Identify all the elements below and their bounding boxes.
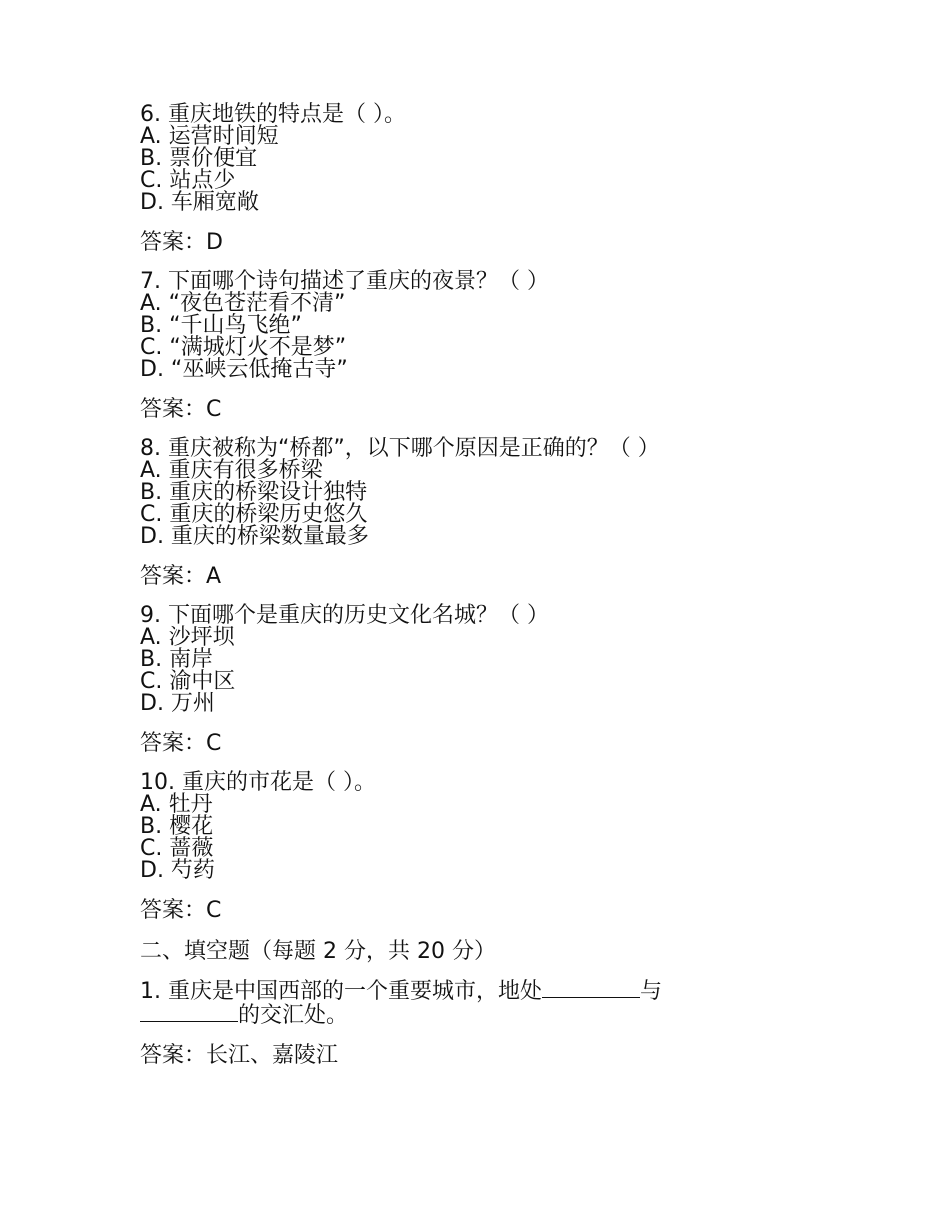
option-a: A. 牡丹	[140, 792, 213, 817]
fill-text-2: 与	[640, 979, 663, 1004]
option-d: D. 芍药	[140, 858, 215, 883]
answer-line: 答案：C	[140, 731, 222, 756]
fill-text-1: 1. 重庆是中国西部的一个重要城市，地处	[140, 979, 542, 1004]
option-b: B. 票价便宜	[140, 146, 258, 171]
option-d: D. 重庆的桥梁数量最多	[140, 524, 369, 549]
question-stem: 10. 重庆的市花是（ ）。	[140, 770, 376, 795]
question-9	[140, 605, 840, 757]
option-c: C. “满城灯火不是梦”	[140, 335, 347, 360]
blank-2	[140, 1003, 238, 1022]
option-c: C. 蔷薇	[140, 836, 214, 861]
fill-question-1	[140, 979, 840, 1069]
answer-line: 答案：C	[140, 898, 222, 923]
blank-1	[542, 979, 640, 998]
option-a: A. 重庆有很多桥梁	[140, 458, 323, 483]
question-6	[140, 104, 840, 256]
question-10	[140, 772, 840, 924]
question-stem: 6. 重庆地铁的特点是（ ）。	[140, 102, 406, 127]
option-b: B. 南岸	[140, 647, 214, 672]
answer-line: 答案：长江、嘉陵江	[140, 1043, 339, 1068]
question-stem: 8. 重庆被称为“桥都”，以下哪个原因是正确的？（ ）	[140, 436, 660, 461]
option-c: C. 渝中区	[140, 669, 236, 694]
option-d: D. “巫峡云低掩古寺”	[140, 357, 348, 382]
option-c: C. 站点少	[140, 168, 236, 193]
option-a: A. “夜色苍茫看不清”	[140, 291, 346, 316]
fill-text-3: 的交汇处。	[238, 1003, 349, 1028]
question-7	[140, 271, 840, 423]
option-c: C. 重庆的桥梁历史悠久	[140, 502, 368, 527]
option-a: A. 运营时间短	[140, 124, 279, 149]
option-b: B. 重庆的桥梁设计独特	[140, 480, 368, 505]
answer-line: 答案：A	[140, 564, 222, 589]
fill-stem	[140, 979, 730, 1027]
answer-line: 答案：C	[140, 397, 222, 422]
question-stem: 9. 下面哪个是重庆的历史文化名城？（ ）	[140, 603, 549, 628]
option-d: D. 车厢宽敞	[140, 190, 259, 215]
option-b: B. “千山鸟飞绝”	[140, 313, 302, 338]
question-stem: 7. 下面哪个诗句描述了重庆的夜景？（ ）	[140, 269, 549, 294]
option-b: B. 樱花	[140, 814, 214, 839]
exam-page	[140, 104, 840, 1084]
answer-line: 答案：D	[140, 230, 223, 255]
question-8	[140, 438, 840, 590]
option-a: A. 沙坪坝	[140, 625, 235, 650]
section-heading: 二、填空题（每题 2 分，共 20 分）	[140, 939, 496, 964]
option-d: D. 万州	[140, 691, 215, 716]
